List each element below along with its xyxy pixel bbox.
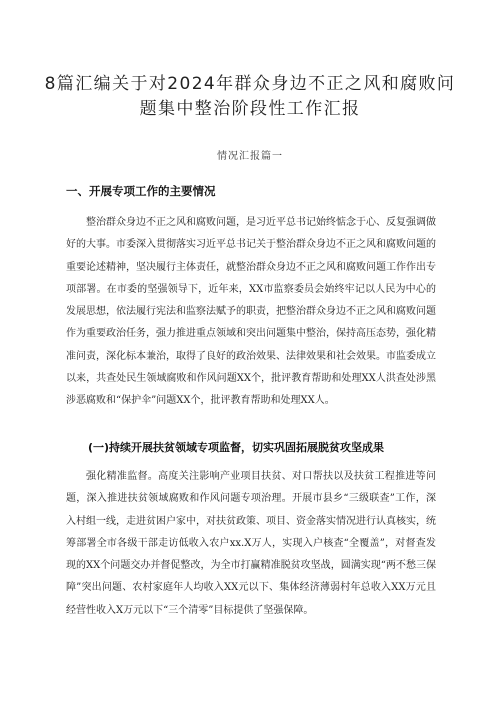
section-paragraph: 整治群众身边不正之风和腐败问题，是习近平总书记始终惦念于心、反复强调做好的大事。市委深入贯彻落实习近平总书记关于整治群众身边不正之风和腐败问题的重要论述精神，坚决履行主体责任，就整治群众身边不正之风和腐败问题工作作出专项部署。在市委的坚强领导下，近年来，XX市监察委员会始终牢记以人民为中心的发展思想，依法履行宪法和监察法赋予的职责，把整治群众身边不正之风和腐败问题作为重要政治任务，强力推进重点领域和突出问题集中整治，保持高压态势，强化精准问责，深化标本兼治，取得了良好的政治效果、法律效果和社会效果。市监委成立以来，共查处民生领域腐败和作风问题XX个，批评教育帮助和处理XX人洪查处涉黑涉恶腐败和“保护伞”问题XX个，批评教育帮助和处理XX人。	[66, 217, 436, 407]
subsection-paragraph: 强化精准监督。高度关注影响产业项目扶贫、对口帮扶以及扶贫工程推进等问题，深入推进扶贫领域腐败和作风问题专项治理。开展市县乡“三级联查”工作，深入村组一线，走进贫困户家中，对扶贫政策、项目、资金落实情况进行认真核实，统筹部署全市各级干部走访低收入农户xx.X万人，实现入户核查“全覆盖”，对督查发现的XX个问题交办并督促整改，为全市打赢精准脱贫攻坚战，圆满实现“两不愁三保障”突出问题、农村家庭年人均收入XX元以下、集体经济薄弱村年总收入XX万元且经营性收入X万元以下“三个清零”目标提供了坚强保障。	[66, 471, 436, 616]
subsection-heading: (一)持续开展扶贫领域专项监督，切实巩固拓展脱贫攻坚成果	[88, 441, 385, 454]
section-heading: 一、开展专项工作的主要情况	[66, 184, 216, 198]
document-title: 8篇汇编关于对2024年群众身边不正之风和腐败问题集中整治阶段性工作汇报	[44, 74, 456, 119]
document-subtitle: 情况汇报篇一	[217, 151, 283, 162]
